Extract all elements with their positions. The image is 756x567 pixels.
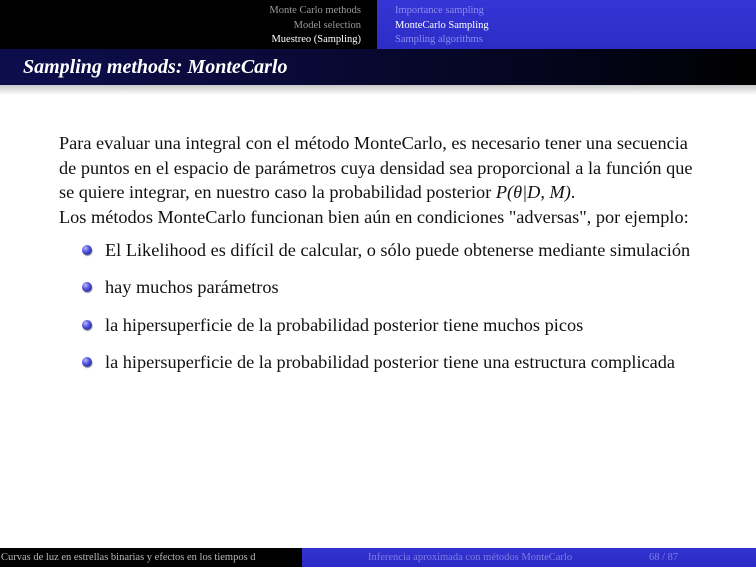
section-list [0,0,377,49]
frame-title-bar [0,49,756,85]
slide-content [59,131,709,387]
nav-section-muestreo-sampling[interactable]: Muestreo (Sampling) [271,34,361,45]
nav-section-monte-carlo-methods[interactable]: Monte Carlo methods [269,5,361,16]
nav-section-model-selection[interactable]: Model selection [293,19,361,31]
section-navigation-bar [0,0,756,49]
nav-subsection-sampling-algorithms[interactable]: Sampling algorithms [395,34,483,45]
frame-title: Sampling methods: MonteCarlo [23,56,288,78]
footer-info [302,548,756,567]
subsection-list [377,0,756,49]
posterior-formula: P(θ|D, M) [495,182,571,203]
slide-footer [0,548,756,567]
footer-short-title [0,548,302,567]
intro-text: Para evaluar una integral con el método MonteCarlo, es necesario tener una secuencia de puntos en el espacio de parámetros cuya densidad sea proporcional a la función que se quiere integrar, en nuestro caso la probabilidad posterior [59,133,693,203]
nav-subsection-montecarlo-sampling[interactable]: MonteCarlo Sampling [395,19,489,31]
page-number: 68 / 87 [649,552,679,563]
intro-period: . [570,182,576,203]
list-item [59,313,709,338]
title-bar-shadow [0,85,756,95]
conditions-paragraph: Los métodos MonteCarlo funcionan bien aún en condiciones "adversas", por ejemplo: [59,206,689,227]
list-item [59,275,709,300]
list-item [59,238,709,263]
bullet-icon [82,320,92,330]
intro-paragraph [59,131,709,205]
list-item-text: la hipersuperficie de la probabilidad posterior tiene una estructura complicada [105,351,676,372]
list-item-text: hay muchos parámetros [105,277,279,298]
list-item [59,350,709,375]
footer-talk-title: Inferencia aproximada con métodos MonteCarlo [368,552,573,563]
bullet-icon [82,357,92,367]
footer-short-title-text: Curvas de luz en estrellas binarias y efectos en los tiempos d [1,552,256,563]
bullet-icon [82,282,92,292]
bullet-icon [82,245,92,255]
nav-subsection-importance-sampling[interactable]: Importance sampling [395,5,484,16]
list-item-text: la hipersuperficie de la probabilidad posterior tiene muchos picos [105,314,584,335]
list-item-text: El Likelihood es difícil de calcular, o sólo puede obtenerse mediante simulación [105,240,691,261]
conditions-list [59,238,709,374]
